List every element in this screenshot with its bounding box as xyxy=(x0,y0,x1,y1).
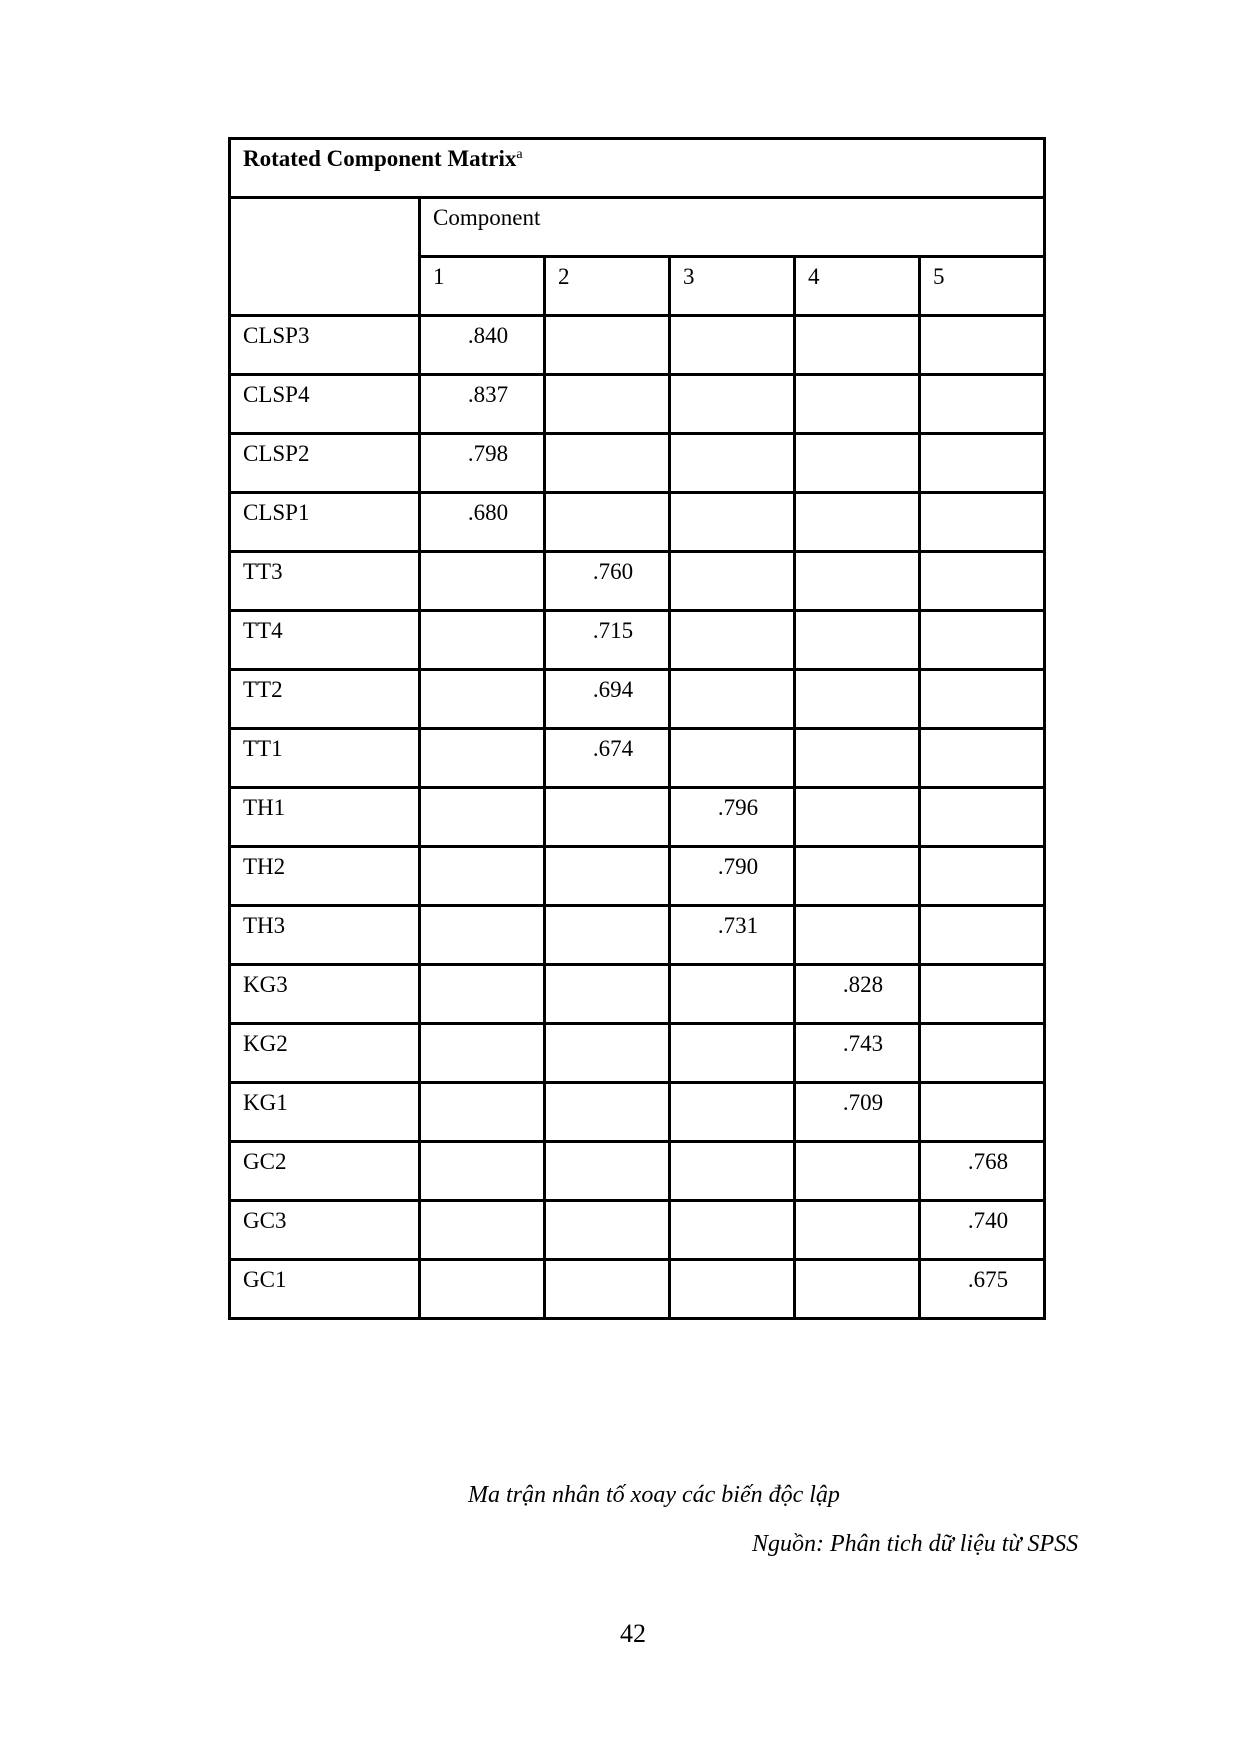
table-row xyxy=(230,1201,1045,1260)
table-row xyxy=(230,847,1045,906)
table-row xyxy=(230,1260,1045,1319)
loading-cell-component-5: .768 xyxy=(920,1142,1045,1201)
loading-cell-component-4: .828 xyxy=(795,965,920,1024)
loading-cell-component-4 xyxy=(795,1260,920,1319)
loading-cell-component-2 xyxy=(545,493,670,552)
row-label: TT2 xyxy=(230,670,420,729)
loading-cell-component-2 xyxy=(545,1083,670,1142)
matrix-body xyxy=(230,316,1045,1319)
page-number: 42 xyxy=(620,1619,646,1648)
loading-cell-component-2 xyxy=(545,788,670,847)
row-label: KG2 xyxy=(230,1024,420,1083)
loading-cell-component-1 xyxy=(420,611,545,670)
loading-cell-component-3 xyxy=(670,316,795,375)
loading-cell-component-4 xyxy=(795,788,920,847)
loading-cell-component-1 xyxy=(420,847,545,906)
table-row xyxy=(230,729,1045,788)
loading-cell-component-4 xyxy=(795,906,920,965)
loading-cell-component-5: .675 xyxy=(920,1260,1045,1319)
table-row xyxy=(230,965,1045,1024)
loading-cell-component-4 xyxy=(795,847,920,906)
loading-cell-component-3 xyxy=(670,1201,795,1260)
loading-cell-component-5 xyxy=(920,1083,1045,1142)
component-header-row xyxy=(230,198,1045,257)
row-label-header-cell xyxy=(230,198,420,316)
loading-cell-component-1 xyxy=(420,1260,545,1319)
loading-cell-component-3 xyxy=(670,611,795,670)
table-row xyxy=(230,493,1045,552)
rotated-component-matrix-table xyxy=(228,137,1046,1320)
loading-cell-component-1 xyxy=(420,1201,545,1260)
loading-cell-component-3 xyxy=(670,965,795,1024)
loading-cell-component-5 xyxy=(920,965,1045,1024)
loading-cell-component-3 xyxy=(670,1083,795,1142)
table-row xyxy=(230,670,1045,729)
table-title xyxy=(230,139,1045,198)
table-row xyxy=(230,611,1045,670)
loading-cell-component-4 xyxy=(795,552,920,611)
loading-cell-component-4 xyxy=(795,434,920,493)
row-label: TH3 xyxy=(230,906,420,965)
loading-cell-component-4 xyxy=(795,670,920,729)
column-header-5: 5 xyxy=(920,257,1045,316)
row-label: KG1 xyxy=(230,1083,420,1142)
loading-cell-component-4 xyxy=(795,493,920,552)
row-label: TH2 xyxy=(230,847,420,906)
loading-cell-component-5 xyxy=(920,316,1045,375)
table-row xyxy=(230,906,1045,965)
loading-cell-component-4 xyxy=(795,316,920,375)
loading-cell-component-2 xyxy=(545,316,670,375)
loading-cell-component-5 xyxy=(920,729,1045,788)
row-label: TT4 xyxy=(230,611,420,670)
loading-cell-component-1 xyxy=(420,670,545,729)
loading-cell-component-1 xyxy=(420,965,545,1024)
row-label: GC1 xyxy=(230,1260,420,1319)
loading-cell-component-2 xyxy=(545,1260,670,1319)
loading-cell-component-5 xyxy=(920,670,1045,729)
loading-cell-component-3 xyxy=(670,670,795,729)
table-caption: Ma trận nhân tố xoay các biến độc lập xyxy=(468,1482,840,1508)
column-header-3: 3 xyxy=(670,257,795,316)
loading-cell-component-5: .740 xyxy=(920,1201,1045,1260)
table-row xyxy=(230,1024,1045,1083)
loading-cell-component-2: .694 xyxy=(545,670,670,729)
row-label: CLSP2 xyxy=(230,434,420,493)
loading-cell-component-2: .674 xyxy=(545,729,670,788)
table-title-text: Rotated Component Matrix xyxy=(243,146,517,171)
loading-cell-component-4 xyxy=(795,1201,920,1260)
row-label: GC2 xyxy=(230,1142,420,1201)
loading-cell-component-5 xyxy=(920,611,1045,670)
loading-cell-component-3: .731 xyxy=(670,906,795,965)
loading-cell-component-2: .760 xyxy=(545,552,670,611)
row-label: TH1 xyxy=(230,788,420,847)
row-label: KG3 xyxy=(230,965,420,1024)
row-label: TT3 xyxy=(230,552,420,611)
loading-cell-component-3 xyxy=(670,1142,795,1201)
table-row xyxy=(230,1142,1045,1201)
loading-cell-component-2 xyxy=(545,847,670,906)
loading-cell-component-3 xyxy=(670,434,795,493)
loading-cell-component-1: .680 xyxy=(420,493,545,552)
loading-cell-component-3: .790 xyxy=(670,847,795,906)
loading-cell-component-2 xyxy=(545,375,670,434)
source-note: Nguồn: Phân tich dữ liệu từ SPSS xyxy=(752,1531,1079,1557)
loading-cell-component-1 xyxy=(420,552,545,611)
loading-cell-component-3 xyxy=(670,1260,795,1319)
loading-cell-component-4 xyxy=(795,611,920,670)
loading-cell-component-4 xyxy=(795,1142,920,1201)
loading-cell-component-2 xyxy=(545,906,670,965)
column-header-2: 2 xyxy=(545,257,670,316)
loading-cell-component-2 xyxy=(545,1142,670,1201)
table-row xyxy=(230,552,1045,611)
table-row xyxy=(230,1083,1045,1142)
loading-cell-component-1 xyxy=(420,1142,545,1201)
loading-cell-component-5 xyxy=(920,847,1045,906)
table-row xyxy=(230,316,1045,375)
row-label: CLSP3 xyxy=(230,316,420,375)
column-header-4: 4 xyxy=(795,257,920,316)
loading-cell-component-4: .743 xyxy=(795,1024,920,1083)
loading-cell-component-3 xyxy=(670,493,795,552)
loading-cell-component-1 xyxy=(420,788,545,847)
loading-cell-component-2 xyxy=(545,965,670,1024)
loading-cell-component-3 xyxy=(670,729,795,788)
table-title-footnote-marker: a xyxy=(516,147,523,162)
loading-cell-component-3 xyxy=(670,1024,795,1083)
table-row xyxy=(230,375,1045,434)
loading-cell-component-1: .837 xyxy=(420,375,545,434)
row-label: CLSP4 xyxy=(230,375,420,434)
loading-cell-component-1 xyxy=(420,729,545,788)
loading-cell-component-4: .709 xyxy=(795,1083,920,1142)
loading-cell-component-5 xyxy=(920,375,1045,434)
loading-cell-component-2: .715 xyxy=(545,611,670,670)
table-title-row xyxy=(230,139,1045,198)
loading-cell-component-2 xyxy=(545,1024,670,1083)
row-label: CLSP1 xyxy=(230,493,420,552)
table-row xyxy=(230,434,1045,493)
table-row xyxy=(230,788,1045,847)
loading-cell-component-5 xyxy=(920,434,1045,493)
loading-cell-component-3 xyxy=(670,375,795,434)
loading-cell-component-1 xyxy=(420,1083,545,1142)
loading-cell-component-5 xyxy=(920,1024,1045,1083)
loading-cell-component-2 xyxy=(545,434,670,493)
loading-cell-component-5 xyxy=(920,788,1045,847)
loading-cell-component-3: .796 xyxy=(670,788,795,847)
loading-cell-component-3 xyxy=(670,552,795,611)
loading-cell-component-4 xyxy=(795,375,920,434)
row-label: TT1 xyxy=(230,729,420,788)
loading-cell-component-5 xyxy=(920,493,1045,552)
loading-cell-component-1: .840 xyxy=(420,316,545,375)
loading-cell-component-5 xyxy=(920,906,1045,965)
row-label: GC3 xyxy=(230,1201,420,1260)
column-header-1: 1 xyxy=(420,257,545,316)
loading-cell-component-4 xyxy=(795,729,920,788)
loading-cell-component-1 xyxy=(420,1024,545,1083)
loading-cell-component-1 xyxy=(420,906,545,965)
loading-cell-component-5 xyxy=(920,552,1045,611)
loading-cell-component-1: .798 xyxy=(420,434,545,493)
component-group-header: Component xyxy=(420,198,1045,257)
loading-cell-component-2 xyxy=(545,1201,670,1260)
